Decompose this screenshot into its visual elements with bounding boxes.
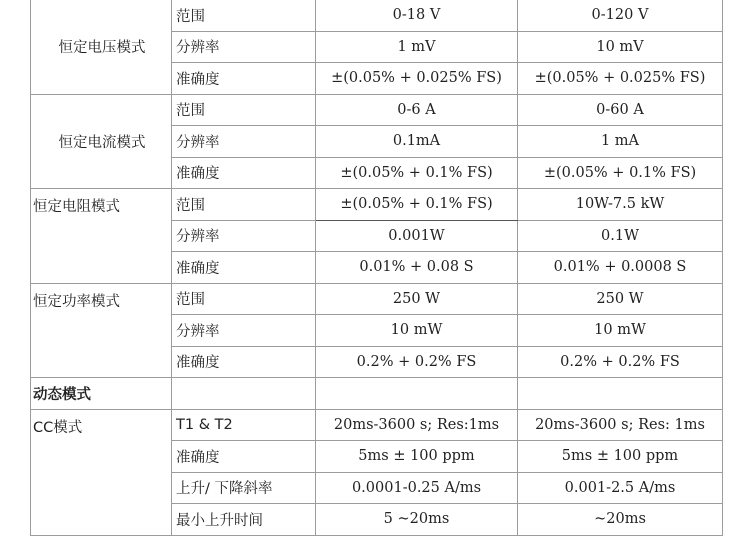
table-row xyxy=(31,283,723,315)
value-cell: 0-6 A xyxy=(316,94,518,126)
value-cell: 0.2% + 0.2% FS xyxy=(518,346,723,378)
mode-label-cc: 恒定电流模式 xyxy=(31,94,172,189)
value-cell: ±(0.05% + 0.1% FS) xyxy=(518,157,723,189)
param-label: 准确度 xyxy=(172,252,316,284)
value-cell: ±(0.05% + 0.1% FS) xyxy=(316,189,518,221)
value-cell: 0.01% + 0.0008 S xyxy=(518,252,723,284)
value-cell: 0-120 V xyxy=(518,0,723,31)
param-label: 范围 xyxy=(172,0,316,31)
value-cell: 0.1W xyxy=(518,220,723,252)
param-label: 分辨率 xyxy=(172,220,316,252)
section-header-row xyxy=(31,378,723,410)
value-cell: 0.01% + 0.08 S xyxy=(316,252,518,284)
value-cell: 0.2% + 0.2% FS xyxy=(316,346,518,378)
param-label: 范围 xyxy=(172,283,316,315)
param-label: 范围 xyxy=(172,94,316,126)
mode-label-cp: 恒定功率模式 xyxy=(31,283,172,378)
mode-label-dynamic-cc: CC模式 xyxy=(31,409,172,535)
table-row xyxy=(31,94,723,126)
mode-label-cr: 恒定电阻模式 xyxy=(31,189,172,284)
param-label: 准确度 xyxy=(172,346,316,378)
mode-label-cv: 恒定电压模式 xyxy=(31,0,172,94)
value-cell: 5ms ± 100 ppm xyxy=(518,441,723,473)
param-label: T1 & T2 xyxy=(172,409,316,441)
value-cell: 20ms-3600 s; Res:1ms xyxy=(316,409,518,441)
value-cell: 5ms ± 100 ppm xyxy=(316,441,518,473)
param-label: 分辨率 xyxy=(172,315,316,347)
value-cell: 0-60 A xyxy=(518,94,723,126)
spec-table xyxy=(30,0,723,536)
table-row xyxy=(31,409,723,441)
value-cell: 1 mV xyxy=(316,31,518,63)
value-cell: 10 mW xyxy=(316,315,518,347)
value-cell: 0.001-2.5 A/ms xyxy=(518,472,723,504)
value-cell: 10W-7.5 kW xyxy=(518,189,723,221)
param-label: 上升/ 下降斜率 xyxy=(172,472,316,504)
value-cell: 5 ~20ms xyxy=(316,504,518,536)
value-cell: 250 W xyxy=(518,283,723,315)
value-cell: 0.0001-0.25 A/ms xyxy=(316,472,518,504)
param-label: 准确度 xyxy=(172,441,316,473)
value-cell: 20ms-3600 s; Res: 1ms xyxy=(518,409,723,441)
value-cell: 0-18 V xyxy=(316,0,518,31)
value-cell: 10 mW xyxy=(518,315,723,347)
value-cell: ~20ms xyxy=(518,504,723,536)
section-title: 动态模式 xyxy=(31,378,172,410)
param-label: 范围 xyxy=(172,189,316,221)
table-row xyxy=(31,189,723,221)
param-label: 准确度 xyxy=(172,157,316,189)
value-cell: 0.001W xyxy=(316,220,518,252)
value-cell: 250 W xyxy=(316,283,518,315)
param-label: 最小上升时间 xyxy=(172,504,316,536)
param-label: 准确度 xyxy=(172,63,316,95)
param-label: 分辨率 xyxy=(172,31,316,63)
value-cell: 1 mA xyxy=(518,126,723,158)
value-cell: 0.1mA xyxy=(316,126,518,158)
value-cell: ±(0.05% + 0.1% FS) xyxy=(316,157,518,189)
table-row xyxy=(31,0,723,31)
param-label: 分辨率 xyxy=(172,126,316,158)
value-cell: ±(0.05% + 0.025% FS) xyxy=(316,63,518,95)
value-cell: 10 mV xyxy=(518,31,723,63)
value-cell: ±(0.05% + 0.025% FS) xyxy=(518,63,723,95)
